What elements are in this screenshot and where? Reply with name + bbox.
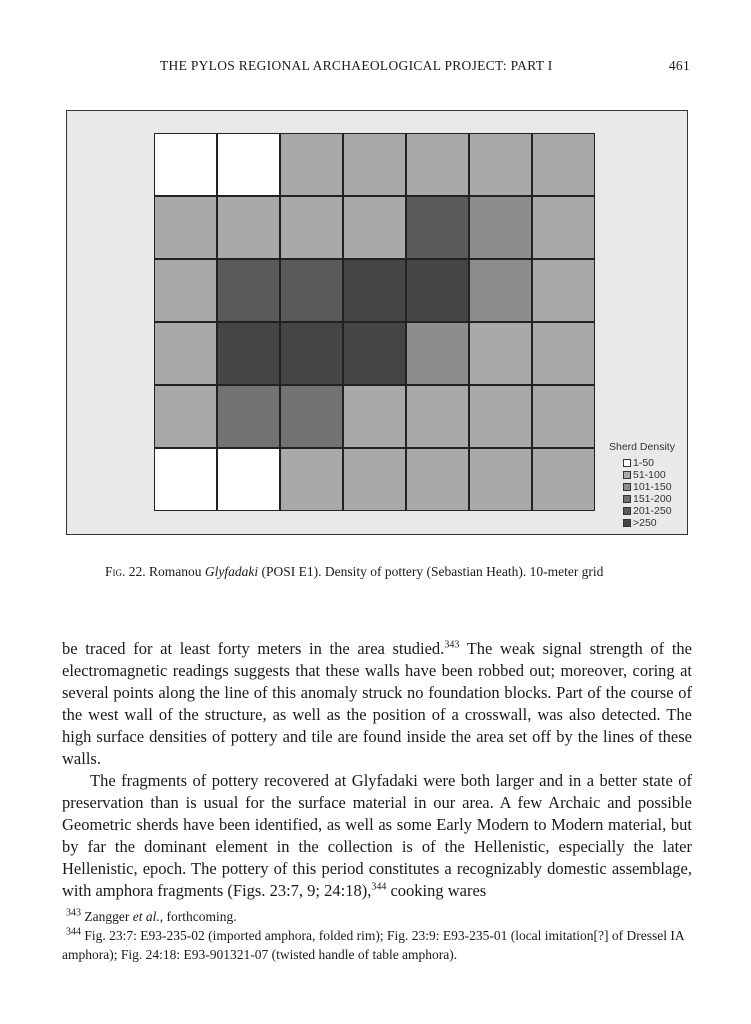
legend-swatch [623,519,631,527]
grid-cell [406,259,469,322]
legend-item [609,517,675,529]
grid-cell [532,196,595,259]
legend-item [609,469,675,481]
paragraph-1-text-b: The weak signal strength of the electromagnetic readings suggests that these walls have been robbed out; moreover, coring at several points along the line of this anomaly struck no foundation blocks. Part of the course of the west wall of the structure, as well as the position of a crosswall, was also detected. The high surface densities of pottery and tile are found inside the area set off by the lines of these walls. [62,639,693,768]
legend-swatch [623,507,631,515]
footnote-text-end: , forthcoming. [159,909,237,924]
grid-cell [154,133,217,196]
paragraph-2 [62,770,692,902]
grid-cell [343,133,406,196]
grid-cell [154,196,217,259]
grid-cell [532,259,595,322]
grid-cell [154,259,217,322]
grid-cell [469,448,532,511]
footnote-ref-343: 343 [444,639,460,651]
grid-cell [406,448,469,511]
grid-cell [532,133,595,196]
grid-cell [532,385,595,448]
grid-cell [532,448,595,511]
legend-item [609,481,675,493]
footnotes [62,907,692,964]
legend-title: Sherd Density [609,441,675,453]
footnote-number: 344 [66,926,81,938]
grid-cell [280,259,343,322]
grid-cell [469,196,532,259]
grid-cell [280,322,343,385]
caption-text-before: Romanou [149,564,202,579]
caption-text-after: (POSI E1). Density of pottery (Sebastian Heath). 10-meter grid [261,564,604,579]
grid-cell [217,448,280,511]
legend-label: >250 [633,517,657,529]
footnote-text: Zangger [84,909,133,924]
paragraph-2-text-b: cooking wares [386,881,487,900]
legend-label: 201-250 [633,505,672,517]
legend-swatch [623,483,631,491]
body-text [62,638,692,902]
grid-cell [154,322,217,385]
grid-cell [280,196,343,259]
grid-cell [343,385,406,448]
caption-italic-site: Glyfadaki [204,564,259,579]
grid-cell [406,385,469,448]
footnote-italic: et al. [132,909,160,924]
grid-cell [532,322,595,385]
caption-label: Fig. 22. [105,564,146,579]
page-number: 461 [668,58,690,73]
legend-item [609,457,675,469]
figure-density-map [66,110,688,535]
grid-cell [154,385,217,448]
grid-cell [280,385,343,448]
grid-cell [406,133,469,196]
grid-cell [469,322,532,385]
footnote-ref-344: 344 [371,881,387,893]
grid-cell [343,322,406,385]
legend-label: 1-50 [633,457,655,469]
paragraph-1-text-a: be traced for at least forty meters in the area studied. [62,639,445,658]
grid-cell [343,259,406,322]
grid-cell [217,259,280,322]
grid-cell [280,133,343,196]
legend-swatch [623,495,631,503]
grid-cell [406,322,469,385]
legend [609,441,675,529]
grid-cell [469,133,532,196]
legend-swatch [623,471,631,479]
legend-item [609,493,675,505]
grid-cell [469,385,532,448]
paragraph-2-text-a: The fragments of pottery recovered at Glyfadaki were both larger and in a better state of preservation than is usual for the surface material in our area. A few Archaic and possible Geometric sherds have been identified, as well as some Early Modern to Modern material, but by far the dominant element in the collection is of the Hellenistic, especially the later Hellenistic, epoch. The pottery of this period constitutes a recognizably domestic assemblage, with amphora fragments (Figs. 23:7, 9; 24:18), [62,771,692,900]
legend-label: 151-200 [633,493,672,505]
footnote-text: Fig. 23:7: E93-235-02 (imported amphora, folded rim); Fig. 23:9: E93-235-01 (local imitation[?] of Dressel IA amphora); Fig. 24:18: E93-901321-07 (twisted handle of table amphora). [62,928,684,962]
grid-cell [280,448,343,511]
grid-cell [343,196,406,259]
footnote-343 [62,907,692,926]
figure-caption [105,564,603,580]
running-head-title: THE PYLOS REGIONAL ARCHAEOLOGICAL PROJECT: PART I [160,58,553,73]
footnote-number: 343 [66,907,81,919]
grid-cell [469,259,532,322]
legend-label: 51-100 [633,469,666,481]
legend-item [609,505,675,517]
grid-cell [217,133,280,196]
footnote-344 [62,926,692,964]
paragraph-1 [62,638,692,770]
grid-cell [217,196,280,259]
legend-swatch [623,459,631,467]
grid-cell [154,448,217,511]
grid-cell [343,448,406,511]
grid-cell [217,322,280,385]
grid-cell [406,196,469,259]
legend-label: 101-150 [633,481,672,493]
grid-cell [217,385,280,448]
